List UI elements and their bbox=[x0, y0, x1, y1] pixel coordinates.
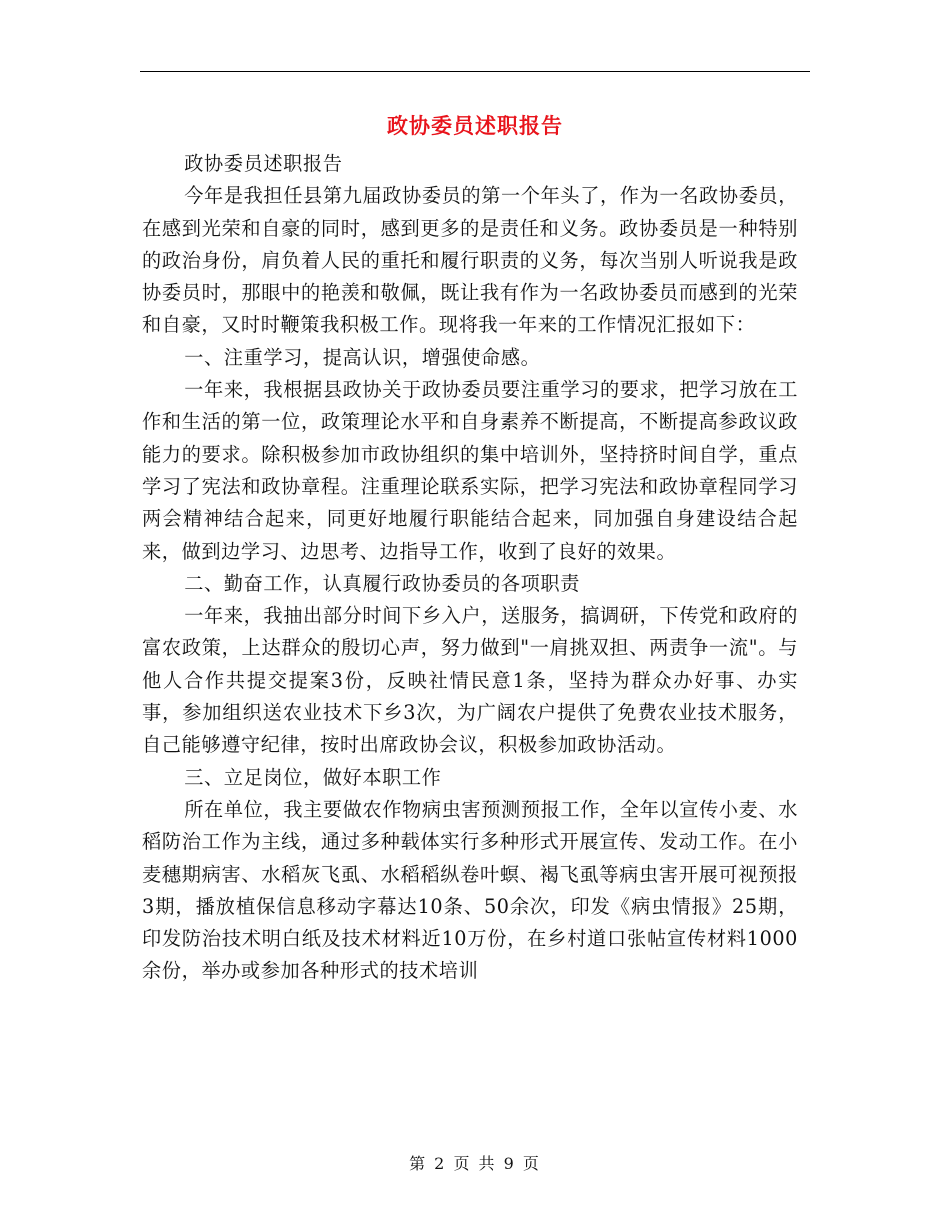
page-number: 第 2 页 共 9 页 bbox=[409, 1154, 541, 1173]
paragraph-subtitle: 政协委员述职报告 bbox=[184, 152, 343, 175]
paragraph-section-3: 所在单位，我主要做农作物病虫害预测预报工作，全年以宣传小麦、水稻防治工作为主线，通过多种载体实行多种形式开展宣传、发动工作。在小麦穗期病害、水稻灰飞虱、水稻稻纵卷叶螟、褐飞虱等病虫害开展可视预报3期，播放植保信息移动字幕达10条、50余次，印发《病虫情报》25期，印发防治技术明白纸及技术材料近10万份，在乡村道口张帖宣传材料1000余份，举办或参加各种形式的技术培训 bbox=[142, 797, 798, 983]
document-title: 政协委员述职报告 bbox=[387, 113, 563, 138]
document-body bbox=[142, 148, 798, 988]
paragraph-intro: 今年是我担任县第九届政协委员的第一个年头了，作为一名政协委员，在感到光荣和自豪的同时，感到更多的是责任和义务。政协委员是一种特别的政治身份，肩负着人民的重托和履行职责的义务，每次当别人听说我是政协委员时，那眼中的艳羡和敬佩，既让我有作为一名政协委员而感到的光荣和自豪，又时时鞭策我积极工作。现将我一年来的工作情况汇报如下： bbox=[142, 184, 798, 337]
section-heading-1: 一、注重学习，提高认识，增强使命感。 bbox=[184, 345, 541, 369]
paragraph-section-1: 一年来，我根据县政协关于政协委员要注重学习的要求，把学习放在工作和生活的第一位，政策理论水平和自身素养不断提高，不断提高参政议政能力的要求。除积极参加市政协组织的集中培训外，坚持挤时间自学，重点学习了宪法和政协章程。注重理论联系实际，把学习宪法和政协章程同学习两会精神结合起来，同更好地履行职能结合起来，同加强自身建设结合起来，做到边学习、边思考、边指导工作，收到了良好的效果。 bbox=[142, 378, 798, 563]
paragraph-section-2: 一年来，我抽出部分时间下乡入户，送服务，搞调研，下传党和政府的富农政策，上达群众的殷切心声，努力做到"一肩挑双担、两责争一流"。与他人合作共提交提案3份，反映社情民意1条，坚持为群众办好事、办实事，参加组织送农业技术下乡3次，为广阔农户提供了免费农业技术服务，自己能够遵守纪律，按时出席政协会议，积极参加政协活动。 bbox=[142, 604, 798, 757]
section-heading-2: 二、勤奋工作，认真履行政协委员的各项职责 bbox=[184, 571, 580, 595]
header-rule bbox=[140, 71, 810, 72]
section-heading-3: 三、立足岗位，做好本职工作 bbox=[184, 765, 442, 789]
